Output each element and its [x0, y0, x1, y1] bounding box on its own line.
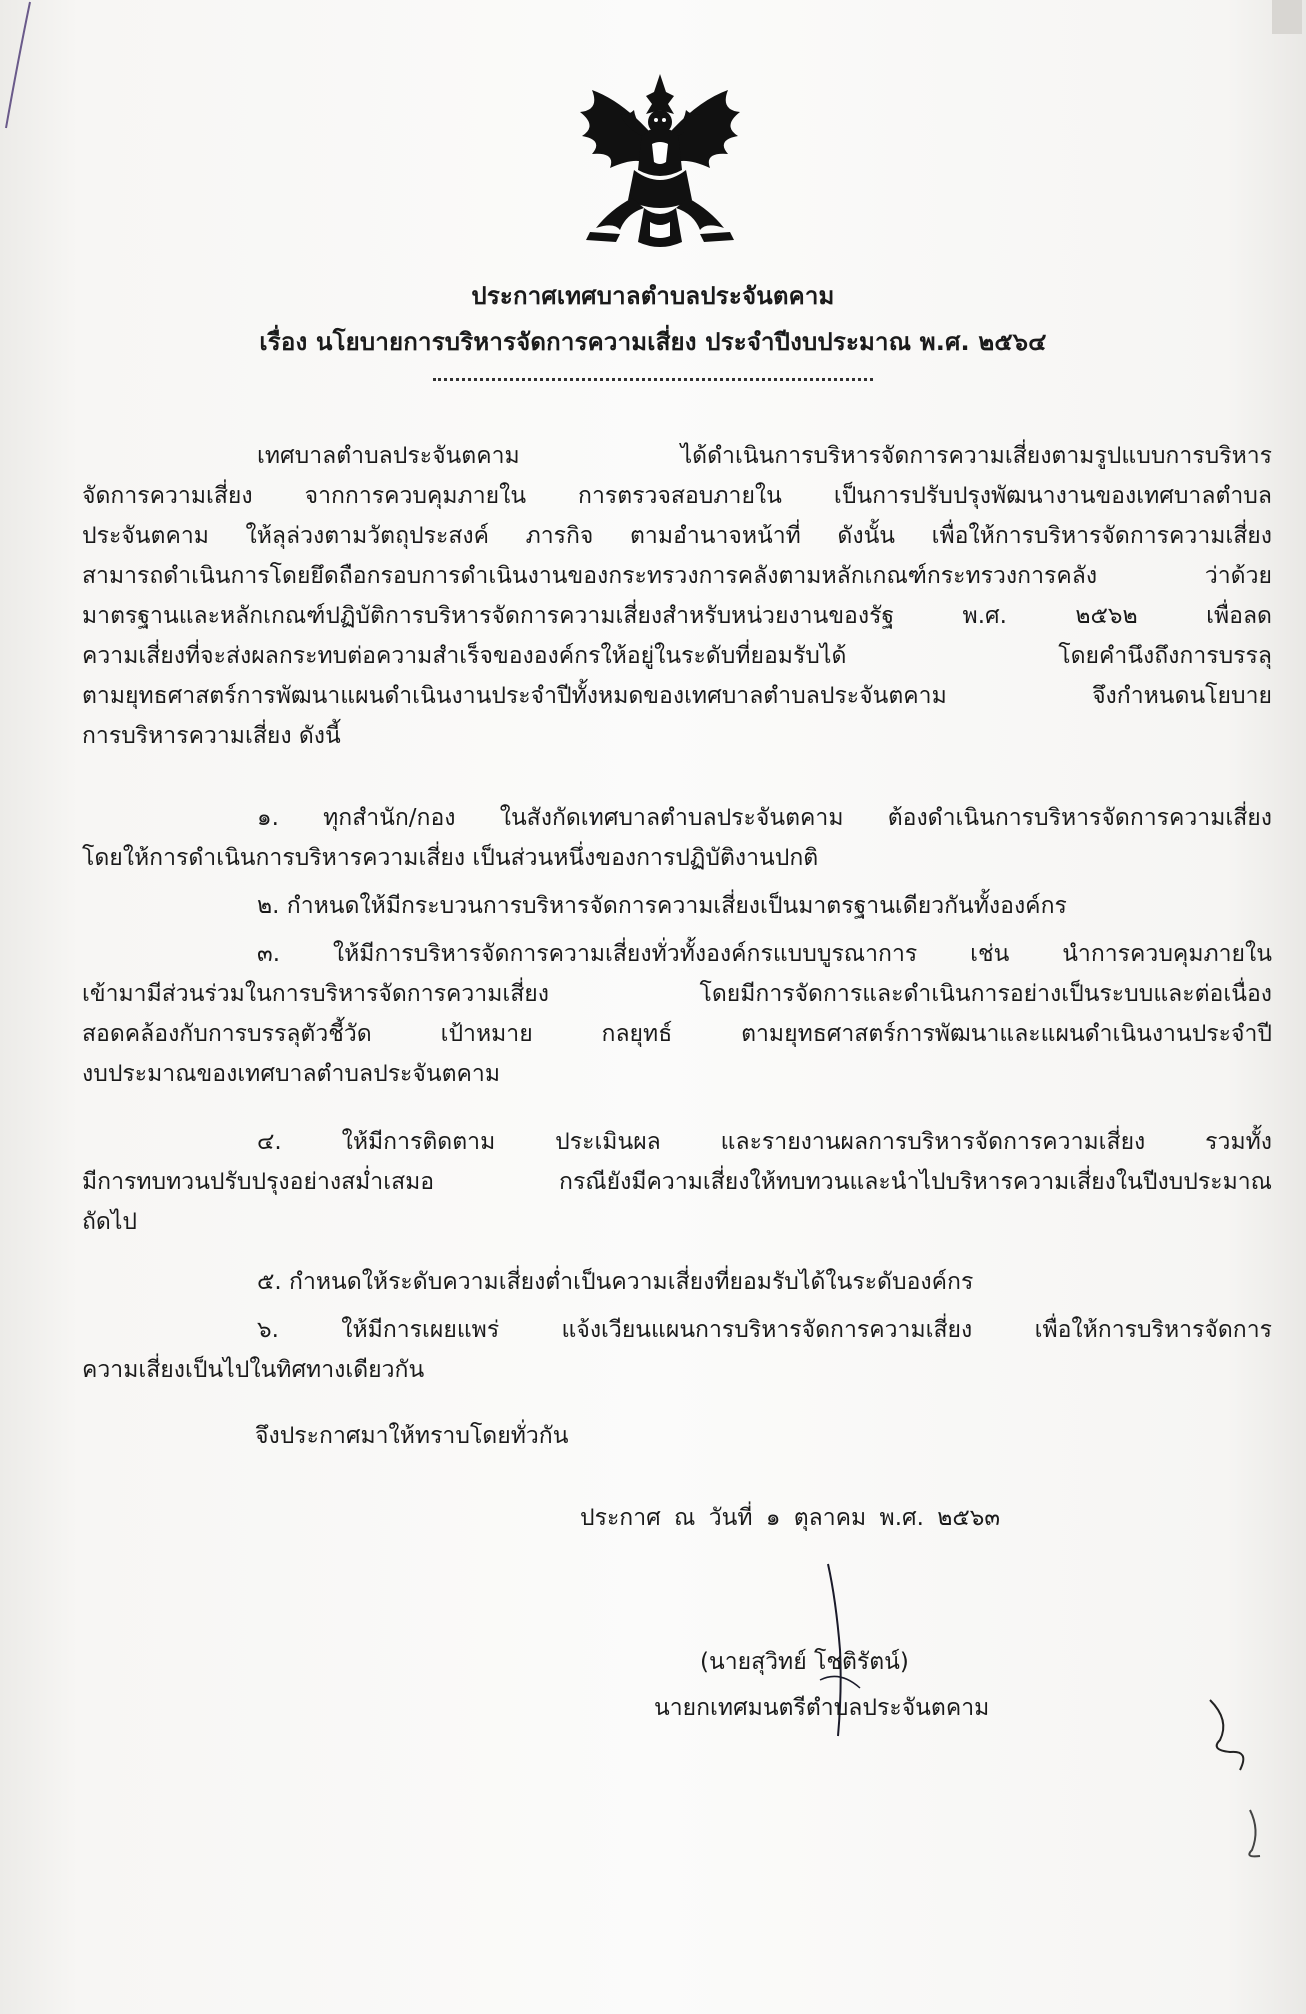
page-edge-mark — [1268, 0, 1306, 40]
policy-item-1: โดยให้การดำเนินการบริหารความเสี่ยง เป็นส่วนหนึ่งของการปฏิบัติงานปกติ — [82, 845, 819, 871]
intro-line: ประจันตคาม ให้ลุล่วงตามวัตถุประสงค์ ภารกิจ ตามอำนาจหน้าที่ ดังนั้น เพื่อให้การบริหารจัดการความเสี่ยง — [82, 523, 1272, 549]
handwritten-mark — [1190, 1690, 1280, 1860]
policy-item-3: ๓. ให้มีการบริหารจัดการความเสี่ยงทั่วทั้งองค์กรแบบบูรณาการ เช่น นำการควบคุมภายใน — [257, 941, 1272, 967]
announcement-title: ประกาศเทศบาลตำบลประจันตคาม — [471, 282, 835, 310]
policy-item-3: เข้ามามีส่วนร่วมในการบริหารจัดการความเสี่ยง โดยมีการจัดการและดำเนินการอย่างเป็นระบบและต่อเนื่อง — [82, 981, 1272, 1007]
announcement-subject: เรื่อง นโยบายการบริหารจัดการความเสี่ยง ประจำปีงบประมาณ พ.ศ. ๒๕๖๔ — [259, 328, 1047, 356]
policy-item-3: สอดคล้องกับการบรรลุตัวชี้วัด เป้าหมาย กลยุทธ์ ตามยุทธศาสตร์การพัฒนาและแผนดำเนินงานประจำปี — [82, 1021, 1272, 1047]
intro-line: เทศบาลตำบลประจันตคาม ได้ดำเนินการบริหารจัดการความเสี่ยงตามรูปแบบการบริหาร — [257, 443, 1272, 469]
intro-line: การบริหารความเสี่ยง ดังนี้ — [82, 723, 341, 749]
policy-item-4: ถัดไป — [82, 1209, 138, 1235]
announcement-date: ประกาศ ณ วันที่ ๑ ตุลาคม พ.ศ. ๒๕๖๓ — [580, 1505, 1001, 1531]
intro-line: มาตรฐานและหลักเกณฑ์ปฏิบัติการบริหารจัดการความเสี่ยงสำหรับหน่วยงานของรัฐ พ.ศ. ๒๕๖๒ เพื่อลด — [82, 603, 1272, 629]
policy-item-6: ความเสี่ยงเป็นไปในทิศทางเดียวกัน — [82, 1357, 425, 1383]
policy-item-4: ๔. ให้มีการติดตาม ประเมินผล และรายงานผลการบริหารจัดการความเสี่ยง รวมทั้ง — [257, 1129, 1272, 1155]
closing-statement: จึงประกาศมาให้ทราบโดยทั่วกัน — [255, 1423, 569, 1449]
divider — [433, 378, 873, 381]
policy-item-3: งบประมาณของเทศบาลตำบลประจันตคาม — [82, 1061, 500, 1087]
garuda-emblem — [570, 70, 750, 255]
page-edge-mark — [0, 0, 40, 130]
intro-line: ตามยุทธศาสตร์การพัฒนาแผนดำเนินงานประจำปีทั้งหมดของเทศบาลตำบลประจันตคาม จึงกำหนดนโยบาย — [82, 683, 1272, 709]
intro-line: ความเสี่ยงที่จะส่งผลกระทบต่อความสำเร็จขององค์กรให้อยู่ในระดับที่ยอมรับได้ โดยคำนึงถึงการบรรลุ — [82, 643, 1272, 669]
signer-position: นายกเทศมนตรีตำบลประจันตคาม — [654, 1695, 990, 1721]
policy-item-4: มีการทบทวนปรับปรุงอย่างสม่ำเสมอ กรณียังมีความเสี่ยงให้ทบทวนและนำไปบริหารความเสี่ยงในปีงบประมาณ — [82, 1169, 1272, 1195]
policy-item-2: ๒. กำหนดให้มีกระบวนการบริหารจัดการความเสี่ยงเป็นมาตรฐานเดียวกันทั้งองค์กร — [257, 893, 1067, 919]
signer-name: (นายสุวิทย์ โชติรัตน์) — [700, 1649, 909, 1675]
intro-line: จัดการความเสี่ยง จากการควบคุมภายใน การตรวจสอบภายใน เป็นการปรับปรุงพัฒนางานของเทศบาลตำบล — [82, 483, 1272, 509]
policy-item-1: ๑. ทุกสำนัก/กอง ในสังกัดเทศบาลตำบลประจันตคาม ต้องดำเนินการบริหารจัดการความเสี่ยง — [257, 805, 1272, 831]
policy-item-5: ๕. กำหนดให้ระดับความเสี่ยงต่ำเป็นความเสี่ยงที่ยอมรับได้ในระดับองค์กร — [257, 1269, 974, 1295]
policy-item-6: ๖. ให้มีการเผยแพร่ แจ้งเวียนแผนการบริหารจัดการความเสี่ยง เพื่อให้การบริหารจัดการ — [257, 1317, 1272, 1343]
intro-line: สามารถดำเนินการโดยยึดถือกรอบการดำเนินงานของกระทรวงการคลังตามหลักเกณฑ์กระทรวงการคลัง ว่าด้วย — [82, 563, 1272, 589]
